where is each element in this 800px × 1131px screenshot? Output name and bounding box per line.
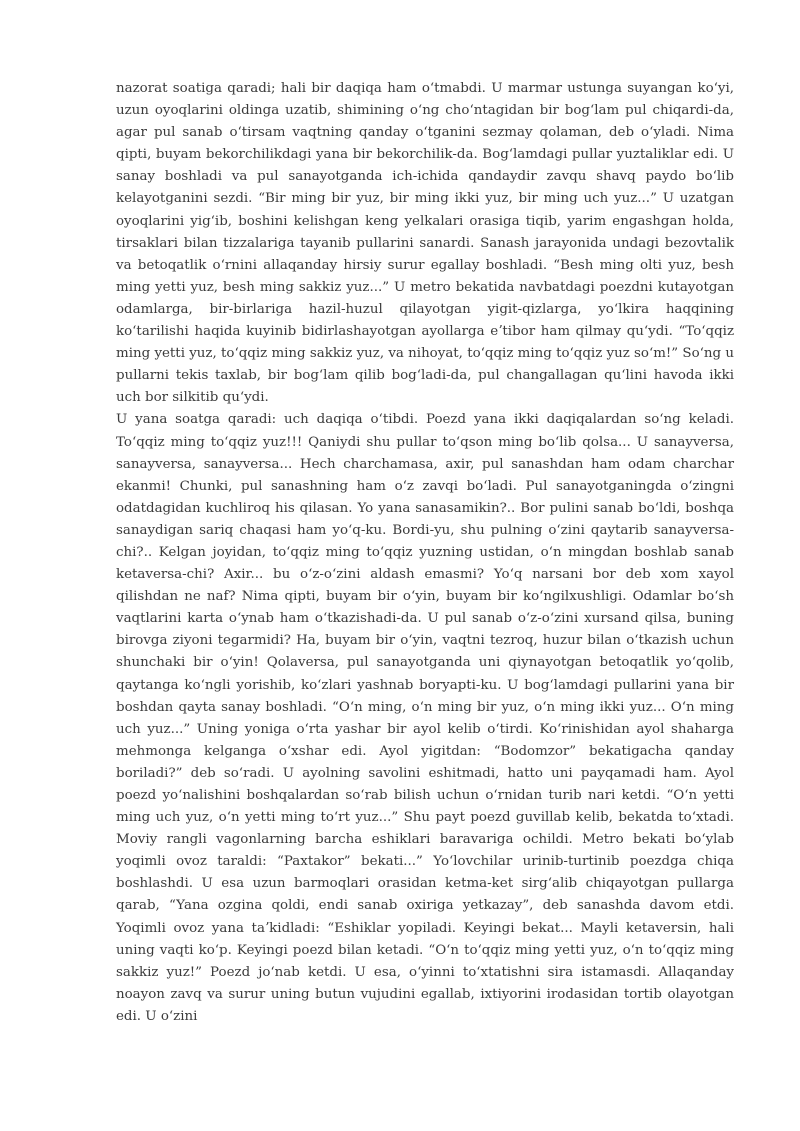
document-page	[116, 78, 734, 1028]
paragraph-2: U yana soatga qaradi: uch daqiqa oʻtibdi. Poezd yana ikki daqiqalardan soʻng keladi. Toʻqqiz ming toʻqqiz yuz!!! Qaniydi shu pullar toʻqson ming boʻlib qolsa... U sanayversa, sanayversa, sanayversa... Hech charchamasa, axir, pul sanashdan ham odam charchar ekanmi! Chunki, pul sanashning ham oʻz zavqi boʻladi. Pul sanayotganingda oʻzingni odatdagidan kuchliroq his qilasan. Yo yana sanasamikin?.. Bor pulini sanab boʻldi, boshqa sanaydigan sariq chaqasi ham yoʻq-ku. Bordi-yu, shu pulning oʻzini qaytarib sanayversa-chi?.. Kelgan joyidan, toʻqqiz ming toʻqqiz yuzning ustidan, oʻn mingdan boshlab sanab ketaversa-chi? Axir... bu oʻz-oʻzini aldash emasmi? Yoʻq narsani bor deb xom xayol qilishdan ne naf? Nima qipti, buyam bir oʻyin, buyam bir koʻngilxushligi. Odamlar boʻsh vaqtlarini karta oʻynab ham oʻtkazishadi-da. U pul sanab oʻz-oʻzini xursand qilsa, buning birovga ziyoni tegarmidi? Ha, buyam bir oʻyin, vaqtni tezroq, huzur bilan oʻtkazish uchun shunchaki bir oʻyin! Qolaversa, pul sanayotganda uni qiynayotgan betoqatlik yoʻqolib, qaytanga koʻngli yorishib, koʻzlari yashnab boryapti-ku. U bogʻlamdagi pullarini yana bir boshdan qayta sanay boshladi. “Oʻn ming, oʻn ming bir yuz, oʻn ming ikki yuz... Oʻn ming uch yuz...” Uning yoniga oʻrta yashar bir ayol kelib oʻtirdi. Koʻrinishidan ayol shaharga mehmonga kelganga oʻxshar edi. Ayol yigitdan: “Bodomzor” bekatigacha qanday boriladi?” deb soʻradi. U ayolning savolini eshitmadi, hatto uni payqamadi ham. Ayol poezd yoʻnalishini boshqalardan soʻrab bilish uchun oʻrnidan turib nari ketdi. “Oʻn yetti ming uch yuz, oʻn yetti ming toʻrt yuz...” Shu payt poezd guvillab kelib, bekatda toʻxtadi. Moviy rangli vagonlarning barcha eshiklari baravariga ochildi. Metro bekati boʻylab yoqimli ovoz taraldi: “Paxtakor” bekati...” Yoʻlovchilar urinib-turtinib poezdga chiqa boshlashdi. U esa uzun barmoqlari orasidan ketma-ket sirgʻalib chiqayotgan pullarga qarab, “Yana ozgina qoldi, endi sanab oxiriga yetkazay”, deb sanashda davom etdi. Yoqimli ovoz yana taʼkidladi: “Eshiklar yopiladi. Keyingi bekat... Mayli ketaversin, hali uning vaqti koʻp. Keyingi poezd bilan ketadi. “Oʻn toʻqqiz ming yetti yuz, oʻn toʻqqiz ming sakkiz yuz!” Poezd joʻnab ketdi. U esa, oʻyinni toʻxtatishni sira istamasdi. Allaqanday noayon zavq va surur uning butun vujudini egallab, ixtiyorini irodasidan tortib olayotgan edi. U oʻzini	[116, 412, 734, 1024]
paragraph-1: nazorat soatiga qaradi; hali bir daqiqa ham oʻtmabdi. U marmar ustunga suyangan koʻyi, uzun oyoqlarini oldinga uzatib, shimining oʻng choʻntagidan bir bogʻlam pul chiqardi-da, agar pul sanab oʻtirsam vaqtning qanday oʻtganini sezmay qolaman, deb oʻyladi. Nima qipti, buyam bekorchilikdagi yana bir bekorchilik-da. Bogʻlamdagi pullar yuztaliklar edi. U sanay boshladi va pul sanayotganda ich-ichida qandaydir zavqu shavq paydo boʻlib kelayotganini sezdi. “Bir ming bir yuz, bir ming ikki yuz, bir ming uch yuz...” U uzatgan oyoqlarini yigʻib, boshini kelishgan keng yelkalari orasiga tiqib, yarim engashgan holda, tirsaklari bilan tizzalariga tayanib pullarini sanardi. Sanash jarayonida undagi bezovtalik va betoqatlik oʻrnini allaqanday hirsiy surur egallay boshladi. “Besh ming olti yuz, besh ming yetti yuz, besh ming sakkiz yuz...” U metro bekatida navbatdagi poezdni kutayotgan odamlarga, bir-birlariga hazil-huzul qilayotgan yigit-qizlarga, yoʻlkira haqqining koʻtarilishi haqida kuyinib bidirlashayotgan ayollarga eʼtibor ham qilmay quʻydi. “Toʻqqiz ming yetti yuz, toʻqqiz ming sakkiz yuz, va nihoyat, toʻqqiz ming toʻqqiz yuz soʻm!” Soʻng u pullarni tekis taxlab, bir bogʻlam qilib bogʻladi-da, pul changallagan quʻlini havoda ikki uch bor silkitib quʻydi.	[116, 81, 734, 406]
